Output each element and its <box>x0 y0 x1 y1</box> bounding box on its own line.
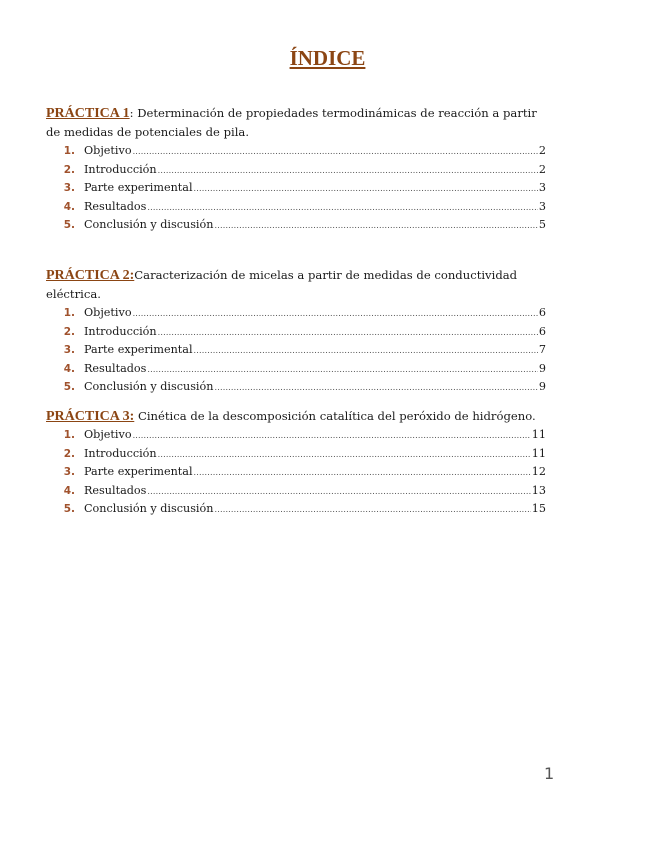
item-label: Conclusión y discusión <box>84 380 214 393</box>
toc-entry[interactable] <box>46 380 546 399</box>
item-number: 3. <box>63 344 75 356</box>
item-number: 3. <box>63 466 75 478</box>
toc-entry[interactable] <box>46 144 546 163</box>
item-label: Objetivo <box>84 144 132 157</box>
item-page: 12 <box>531 465 546 478</box>
item-label: Parte experimental <box>84 343 193 356</box>
item-number: 2. <box>63 163 75 176</box>
item-number: 1. <box>63 145 75 157</box>
item-label: Introducción <box>84 324 157 338</box>
item-number: 4. <box>63 200 75 213</box>
practica-1-description: Determinación de propiedades termodinámicas de reacción a partir de medidas de potenciales de pila. <box>46 106 537 139</box>
toc-entry[interactable] <box>46 163 546 182</box>
item-page: 3 <box>538 181 546 194</box>
practica-2-heading <box>46 266 546 304</box>
item-number: 5. <box>63 381 75 393</box>
item-page: 6 <box>538 306 546 319</box>
practica-1-section <box>46 104 546 237</box>
item-number: 1. <box>63 307 75 319</box>
item-number: 1. <box>63 429 75 441</box>
dot-leader <box>133 431 531 440</box>
practica-3-section <box>46 407 546 521</box>
toc-entry[interactable] <box>46 465 546 484</box>
item-label: Parte experimental <box>84 181 193 194</box>
practica-3-description: Cinética de la descomposición catalítica del peróxido de hidrógeno. <box>134 409 536 423</box>
practica-2-items <box>46 306 546 399</box>
dot-leader <box>147 203 538 212</box>
item-number: 2. <box>63 325 75 338</box>
toc-entry[interactable] <box>46 484 546 503</box>
item-label: Resultados <box>84 483 147 497</box>
practica-1-heading <box>46 104 546 142</box>
item-label: Resultados <box>84 361 147 375</box>
practica-3-heading <box>46 407 546 426</box>
item-label: Parte experimental <box>84 465 193 478</box>
item-number: 4. <box>63 362 75 375</box>
item-page: 2 <box>538 162 546 176</box>
practica-1-title: PRÁCTICA 1 <box>46 106 130 121</box>
item-page: 9 <box>538 361 546 375</box>
toc-entry[interactable] <box>46 447 546 466</box>
dot-leader <box>158 328 538 337</box>
item-page: 3 <box>538 199 546 213</box>
toc-entry[interactable] <box>46 181 546 200</box>
item-number: 4. <box>63 484 75 497</box>
item-number: 3. <box>63 182 75 194</box>
item-number: 5. <box>63 219 75 231</box>
dot-leader <box>194 468 531 477</box>
toc-entry[interactable] <box>46 306 546 325</box>
practica-2-title: PRÁCTICA 2: <box>46 268 135 283</box>
item-number: 2. <box>63 447 75 460</box>
item-label: Objetivo <box>84 306 132 319</box>
toc-entry[interactable] <box>46 200 546 219</box>
practica-1-separator: : <box>129 106 134 120</box>
item-number: 5. <box>63 503 75 515</box>
dot-leader <box>194 184 538 193</box>
dot-leader <box>214 221 537 230</box>
item-page: 15 <box>531 502 546 515</box>
item-label: Objetivo <box>84 428 132 441</box>
toc-entry[interactable] <box>46 428 546 447</box>
item-page: 11 <box>531 446 546 460</box>
practica-2-section <box>46 266 546 399</box>
practica-2-description: Caracterización de micelas a partir de medidas de conductividad eléctrica. <box>46 268 518 301</box>
item-page: 5 <box>538 218 546 231</box>
toc-entry[interactable] <box>46 218 546 237</box>
toc-entry[interactable] <box>46 325 546 344</box>
practica-3-title: PRÁCTICA 3: <box>46 409 135 424</box>
item-label: Conclusión y discusión <box>84 218 214 231</box>
toc-entry[interactable] <box>46 502 546 521</box>
item-label: Introducción <box>84 446 157 460</box>
practica-1-items <box>46 144 546 237</box>
page-number: 1 <box>544 764 555 783</box>
dot-leader <box>158 166 538 175</box>
dot-leader <box>194 346 538 355</box>
dot-leader <box>133 309 538 318</box>
dot-leader <box>133 147 538 156</box>
item-page: 7 <box>538 343 546 356</box>
toc-entry[interactable] <box>46 343 546 362</box>
item-page: 2 <box>538 144 546 157</box>
dot-leader <box>158 450 531 459</box>
page-title: ÍNDICE <box>289 46 366 70</box>
item-label: Resultados <box>84 199 147 213</box>
item-page: 6 <box>538 324 546 338</box>
dot-leader <box>214 383 537 392</box>
toc-entry[interactable] <box>46 362 546 381</box>
practica-3-items <box>46 428 546 521</box>
dot-leader <box>147 365 538 374</box>
dot-leader <box>214 505 530 514</box>
item-page: 13 <box>531 483 546 497</box>
item-label: Conclusión y discusión <box>84 502 214 515</box>
item-page: 11 <box>531 428 546 441</box>
dot-leader <box>147 487 530 496</box>
item-page: 9 <box>538 380 546 393</box>
item-label: Introducción <box>84 162 157 176</box>
